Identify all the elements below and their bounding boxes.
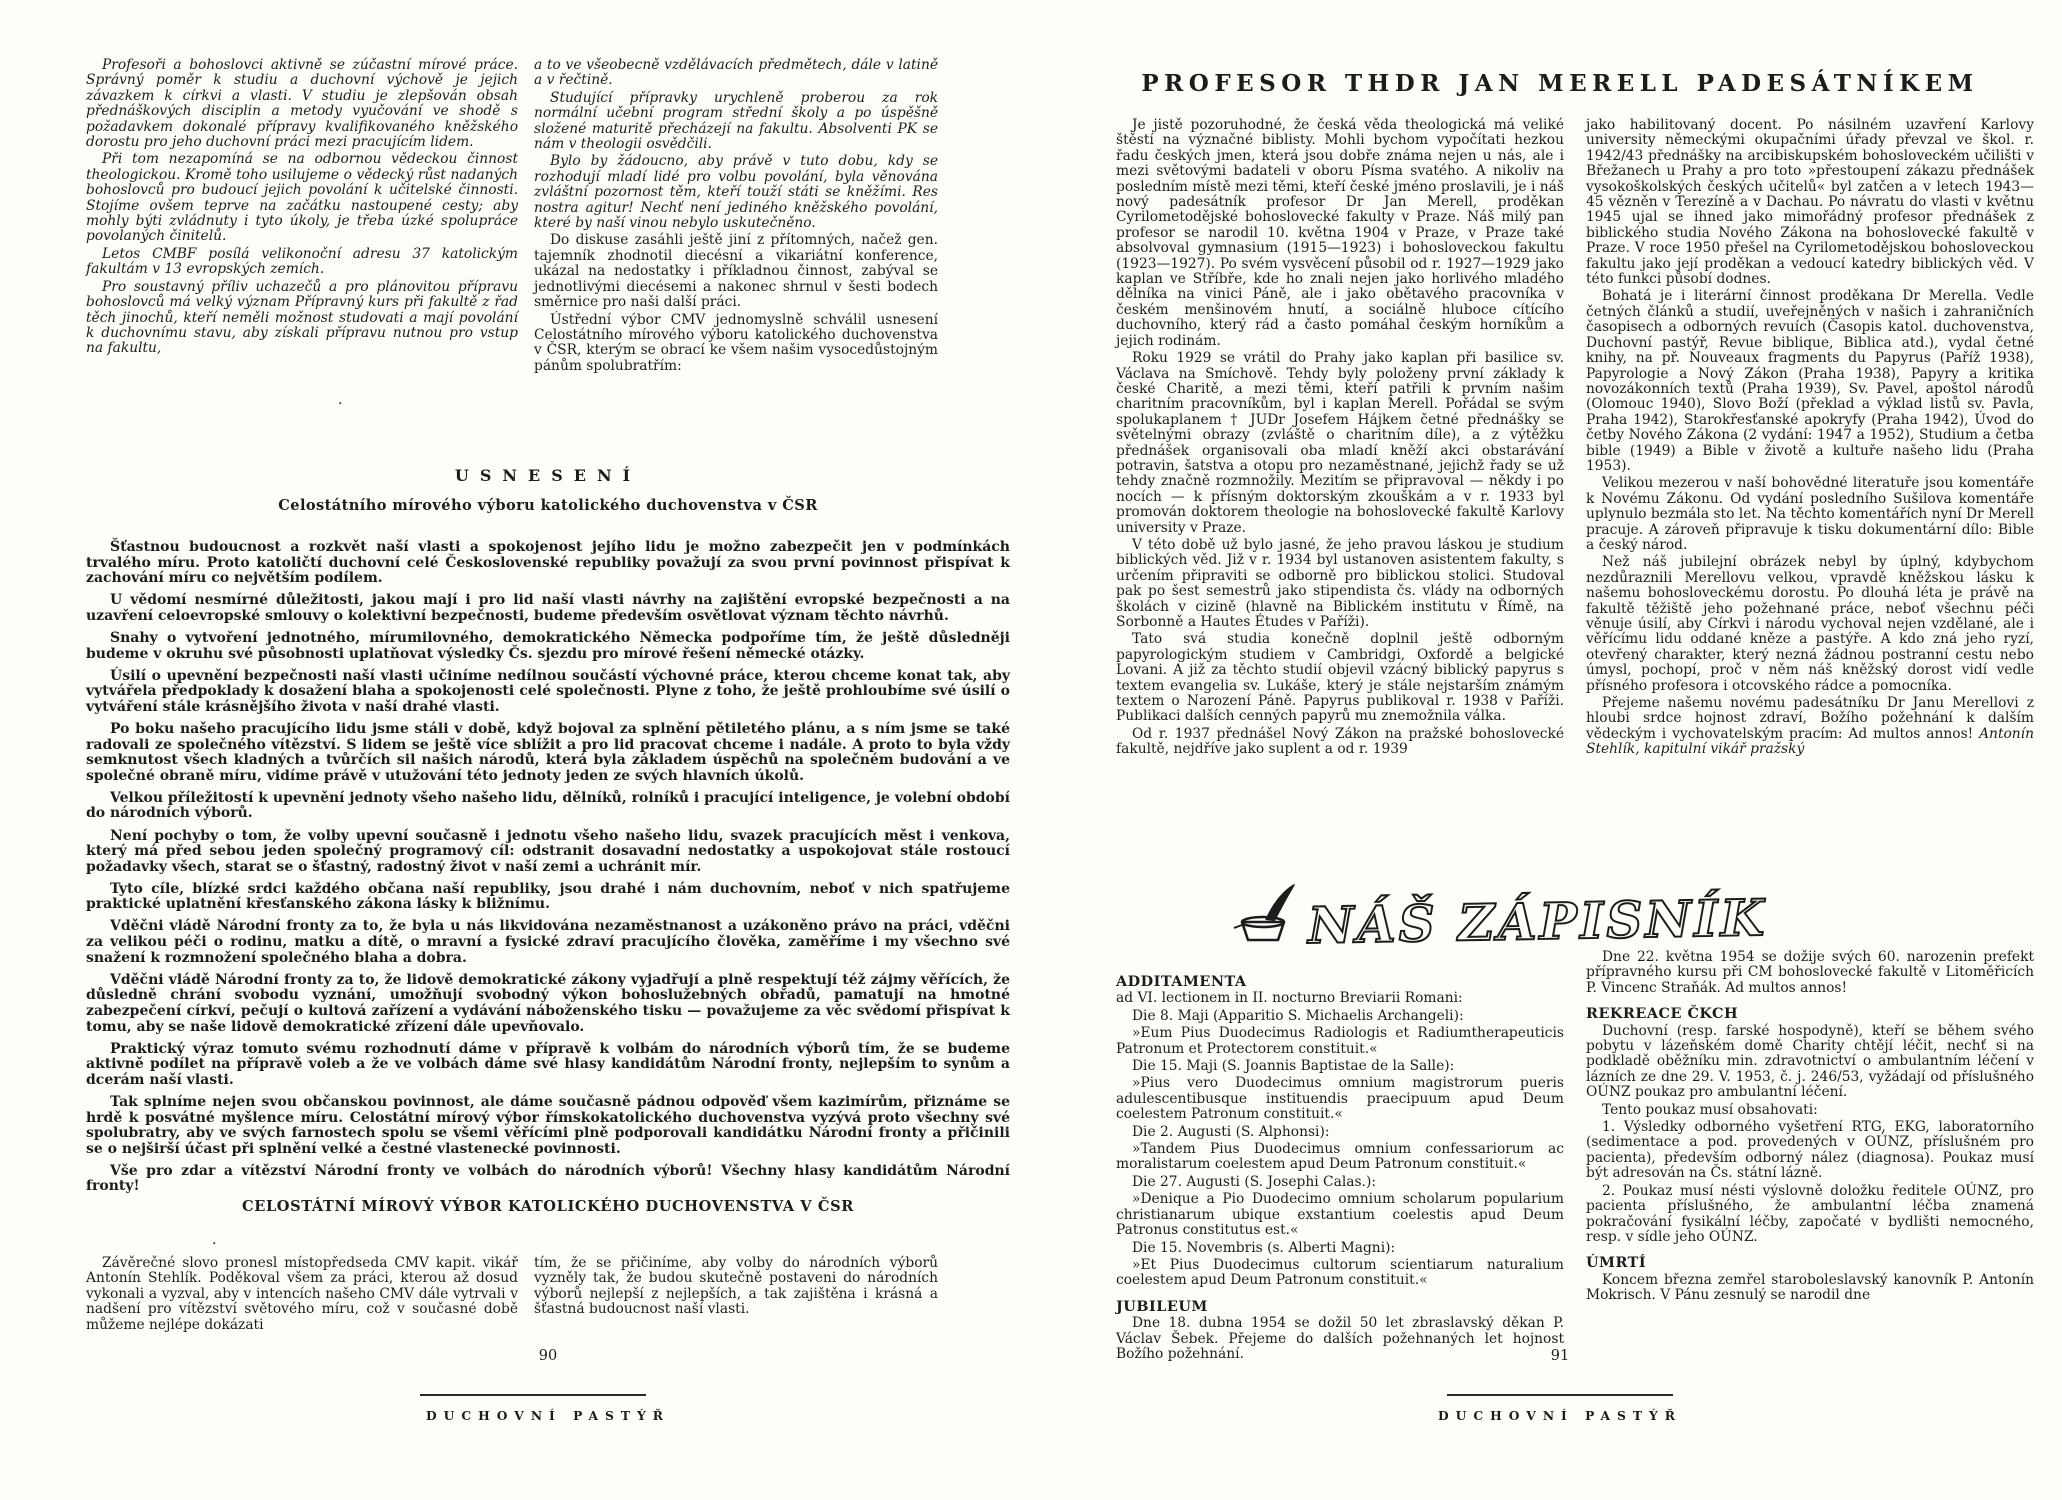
paragraph: Ústřední výbor CMV jednomyslně schválil usnesení Celostátního mírového výboru katolického duchovenstva v ČSR, kterým se obrací ke všem našim vysocedůstojným pánům spolubratřím: <box>534 311 938 374</box>
additamenta-line: Die 27. Augusti (S. Josephi Calas.): <box>1132 1173 1376 1190</box>
left-closing-column-1 <box>86 1256 518 1335</box>
paragraph: Vděčni vládě Národní fronty za to, že byla u nás likvidována nezaměstnanost a uzákoněno právo na práci, vděčni za velikou péči o rodinu, matku a dítě, o mravní a fysické zdraví pracujícího člověka, zaměříme i my všechno své snažení k rozmnožení společného blaha a dobra. <box>86 918 1010 966</box>
article-column-1 <box>1116 118 1564 760</box>
paragraph: a to ve všeobecně vzdělávacích předmětech, dále v latině a v řečtině. <box>534 57 938 89</box>
paragraph: Pro soustavný příliv uchazečů a pro plánovitou přípravu bohoslovců má velký význam Přípravný kurs při fakultě z řad těch jinochů, kteří neměli možnost studovati a mají povolání k duchovnímu stavu, aby získali přípravu nutnou pro vstup na fakultu, <box>86 278 518 357</box>
paragraph: Velikou mezerou v naší bohovědné literatuře jsou komentáře k Novému Zákonu. Od vydání posledního Sušilova komentáře uplynulo bezmála sto let. Na těchto komentářích nyní Dr Merell pracuje. A zároveň připravuje k tisku dokumentární dílo: Bible a český národ. <box>1586 475 2034 553</box>
paragraph: Po boku našeho pracujícího lidu jsme stáli v době, když bojoval za splnění pětiletého plánu, a s ním jsme se také radovali ze společného vítězství. S lidem se ještě více sblížit a pro lid pracovat chceme i nadále. A proto to byla vždy semknutost všech kladných a tvůrčích sil našich národů, která byla základem úspěchů na společném budování a ve společné obraně míru, vidíme právě v utužování této jednoty jeden ze svých hlavních úkolů. <box>86 720 1010 784</box>
paragraph: Studující přípravky urychleně proberou za rok normální učební program střední školy a po úspěšně složené maturitě přecházejí na fakultu. Absolventi PK se nám v theologii osvědčili. <box>534 89 938 153</box>
footer-rule-right <box>1447 1394 1673 1396</box>
additamenta-line: Die 2. Augusti (S. Alphonsi): <box>1132 1123 1330 1140</box>
page-number-left: 90 <box>538 1348 558 1364</box>
paragraph: Je jistě pozoruhodné, že česká věda theologická má veliké štěstí na význačné biblisty. Mohli bychom vypočítati hezkou řadu českých jmen, která jsou dobře známa nejen u nás, ale i mezi světovými badateli v oboru Písma svatého. A nikoliv na posledním místě mezi těmi, kteří české jméno proslavili, je i náš nový padesátník profesor Dr Jan Merell, proděkan Cyrilometodějské bohoslovecké fakulty v Praze. Náš milý pan profesor se narodil 10. května 1904 v Praze, v Praze také absolvoval gymnasium (1915—1923) i bohosloveckou fakultu (1923—1927). Po svém vysvěcení působil od r. 1927—1929 jako kaplan ve Stříbře, kde ho znali nejen jako horlivého mladého dělníka na vinici Páně, ale i jako obětavého pracovníka v českém menšinovém hnutí, a sociálně hluboce cítícího duchovního, který rád a často pomáhal českým horníkům a jejich rodinám. <box>1116 117 1564 349</box>
additamenta-line: »Et Pius Duodecimus cultorum scientiarum naturalium coelestem apud Deum Patronum constituit.« <box>1116 1256 1564 1289</box>
zapisnik-column-2 <box>1586 950 2034 1306</box>
paragraph: Úsilí o upevnění bezpečnosti naší vlasti učiníme nedílnou součástí výchovné práce, kterou chceme konat tak, aby vytvářela předpoklady k dosažení blaha a spokojenosti celé společnosti. Plyne z toho, že ještě prohloubíme své úsilí o vytváření stále krásnějšího života v naší drahé vlasti. <box>86 667 1010 715</box>
resolution-signature-heading: CELOSTÁTNÍ MÍROVÝ VÝBOR KATOLICKÉHO DUCHOVENSTVA V ČSR <box>242 1198 854 1215</box>
additamenta-line: ad VI. lectionem in II. nocturno Breviarii Romani: <box>1116 990 1463 1007</box>
paragraph: Od r. 1937 přednášel Nový Zákon na pražské bohoslovecké fakultě, nejdříve jako suplent a od r. 1939 <box>1116 725 1564 758</box>
rekreace-heading: REKREACE ČKCH <box>1586 1005 1739 1023</box>
jubileum-heading: JUBILEUM <box>1116 1297 1208 1315</box>
paragraph: Tento poukaz musí obsahovati: <box>1602 1101 1818 1118</box>
zapisnik-title: NÁŠ ZÁPISNÍK <box>1307 887 1768 956</box>
left-intro-column-2 <box>534 58 938 376</box>
paragraph: V této době už bylo jasné, že jeho pravou láskou je studium biblických věd. Již v r. 1934 byl ustanoven asistentem fakulty, s určením připraviti se odborně pro biblickou stolici. Studoval pak po šest semestrů jako stipendista čs. vlády na odborných školách v cizině (hlavně na Biblickém institutu v Římě, na Sorbonně a Hautes Études v Paříži). <box>1116 536 1564 630</box>
paragraph: Duchovní (resp. farské hospodyně), kteří se během svého pobytu v lázeňském domě Charity chtějí léčit, nechť si na podkladě oběžníku min. zdravotnictví o ambulantním léčení v lázních ze dne 29. V. 1953, č. j. 246/53, vyžádají od příslušného OÚNZ poukaz pro ambulantní léčení. <box>1586 1022 2034 1101</box>
paragraph: Tato svá studia konečně doplnil ještě odborným papyrologickým studiem v Cambridgi, Oxfordě a belgické Lovani. A již za těchto studií objevil vzácný biblický papyrus s textem evangelia sv. Lukáše, který je stále nejstarším známým textem o Narození Páně. Papyrus publikoval r. 1938 v Paříži. Publikaci dalších cenných papyrů mu znemožnila válka. <box>1116 631 1564 725</box>
paragraph: 1. Výsledky odborného vyšetření RTG, EKG, laboratorního (sedimentace a pod. provedených v OÚNZ, příslušném pro pacienta), především odborný nález (diagnosa). Poukaz musí být adresován na Čs. státní lázně. <box>1586 1119 2034 1182</box>
paragraph: Než náš jubilejní obrázek nebyl by úplný, kdybychom nezdůraznili Merellovu velkou, vpravdě kněžskou lásku k našemu bohosloveckému dorostu. Po dlouhá léta je právě na fakultě těžiště jeho požehnané práce, neboť všechnu péči věnuje úsilí, aby Církvi i národu vychoval nejen vzdělané, ale i věřícímu lidu oddané kněze a pastýře. A kdo zná jeho ryzí, otevřený charakter, který nezná žádnou postranní cestu nebo úmysl, pochopí, proč v něm náš kněžský dorost vidí vedle přísného profesora i otcovského rádce a pomocníka. <box>1586 554 2034 694</box>
additamenta-line: Die 15. Maji (S. Joannis Baptistae de la Salle): <box>1132 1058 1455 1075</box>
paragraph-text: Přejeme našemu novému padesátníku Dr Janu Merellovi z hloubi srdce hojnost zdraví, Božího požehnání k dalším vědeckým i vychovatelským pracím: Ad multos annos! <box>1586 695 2034 742</box>
resolution-subtitle: Celostátního mírového výboru katolického duchovenstva v ČSR <box>278 497 818 514</box>
paragraph: Snahy o vytvoření jednotného, mírumilovného, demokratického Německa podpoříme tím, že ještě důsledněji budeme v okruhu své působnosti uplatňovat výsledky Čs. sjezdu pro mírové řešení německé otázky. <box>86 629 1010 662</box>
paragraph: Dne 18. dubna 1954 se dožil 50 let zbraslavský děkan P. Václav Šebek. Přejeme do dalších požehnaných let hojnost Božího požehnání. <box>1116 1315 1564 1362</box>
left-closing-column-2 <box>534 1256 938 1320</box>
journal-footer-left: DUCHOVNÍ PASTÝŘ <box>425 1408 671 1423</box>
resolution-body <box>86 540 1010 1201</box>
paragraph: Tak splníme nejen svou občanskou povinnost, ale dáme současně pádnou odpověď všem kazimírům, přiznáme se hrdě k posvátné myšlence míru. Celostátní mírový výbor římskokatolického duchovenstva vyzývá proto všechny své spolubratry, aby ve svých farnostech spolu se všemi věřícími plně podporovali kandidátku Národní fronty a přičinili se o nejširší účast při splnění velké a čestné vlastenecké povinnosti. <box>86 1093 1010 1157</box>
paragraph: 2. Poukaz musí nésti výslovně doložku ředitele OÚNZ, pro pacienta příslušného, že ambulantní léčba znamená pokračování fysikální léčby, započaté v bydlišti nemocného, resp. v sídle jeho OÚNZ. <box>1586 1182 2034 1245</box>
article-signature: Antonín Stehlík, kapitulní vikář pražský <box>1586 725 2034 758</box>
paragraph: Šťastnou budoucnost a rozkvět naší vlasti a spokojenost jejího lidu je možno zabezpečit jen v podmínkách trvalého míru. Proto katoličtí duchovní celé Československé republiky považují za svou první povinnost přispívat k zachování míru co největším podílem. <box>86 539 1010 587</box>
article-title: PROFESOR THDR JAN MERELL PADESÁTNÍKEM <box>1141 70 1979 97</box>
additamenta-heading: ADDITAMENTA <box>1116 973 1247 990</box>
additamenta-line: Die 15. Novembris (s. Alberti Magni): <box>1132 1239 1396 1256</box>
zapisnik-banner <box>1228 882 1768 956</box>
inkwell-quill-icon <box>1228 882 1298 948</box>
zapisnik-column-1 <box>1116 974 1564 1364</box>
paragraph: Není pochyby o tom, že volby upevní současně i jednotu všeho našeho lidu, svazek pracujících měst i venkova, který má před sebou jeden společný programový cíl: odstranit dosavadní nedostatky a uspokojovat stále rostoucí požadavky všech, starat se o šťastný, radostný život v naší zemi a uchránit mír. <box>86 827 1010 875</box>
page-number-right: 91 <box>1550 1348 1570 1364</box>
paragraph: Tyto cíle, blízké srdci každého občana naší republiky, jsou drahé i nám duchovním, neboť v nich spatřujeme praktické uplatnění křesťanského zákona lásky k bližnímu. <box>86 880 1010 913</box>
paragraph: Vděčni vládě Národní fronty za to, že lidově demokratické zákony vyjadřují a plně respektují též zájmy věřících, že důsledně chrání svobodu vyznání, umožňují svobodný výkon bohoslužebných obřadů, pamatují na hmotné zabezpečení církví, pečují o kultová zařízení a vydávání náboženského tisku — považujeme za věc svědomí přispívat k tomu, aby se naše lidově demokratické zřízení dále upevňovalo. <box>86 971 1010 1035</box>
additamenta-line: »Denique a Pio Duodecimo omnium scholarum popularium christianarum ubique exstantium coelestis apud Deum Patronus constitutus est.« <box>1116 1191 1564 1239</box>
paragraph: Velkou příležitostí k upevnění jednoty všeho našeho lidu, dělníků, rolníků i pracující inteligence, je volební období do národních výborů. <box>86 789 1010 822</box>
paragraph: Při tom nezapomíná se na odbornou vědeckou činnost theologickou. Kromě toho usilujeme o vědecký růst nadaných bohoslovců pro budoucí jejich povolání k učitelské činnosti. Stojíme ovšem teprve na začátku nastoupené cesty; aby mohly býti zvládnuty i tyto úkoly, je třeba úzké spolupráce povolaných činitelů. <box>86 151 518 245</box>
paragraph: Koncem března zemřel staroboleslavský kanovník P. Antonín Mokrisch. V Pánu zesnulý se narodil dne <box>1586 1271 2034 1304</box>
paragraph: Vše pro zdar a vítězství Národní fronty ve volbách do národních výborů! Všechny hlasy kandidátům Národní fronty! <box>86 1162 1010 1195</box>
footer-rule-left <box>420 1394 646 1396</box>
paragraph: jako habilitovaný docent. Po násilném uzavření Karlovy university německými okupačními úřady převzal ve škol. r. 1942/43 přednášky na arcibiskupském bohosloveckém učilišti v Břežanech u Prahy a pro toto »přestoupení zákazu přednášek vysokoškolských českých učitelů« byl zatčen a v letech 1943—45 vězněn v Terezíně a v Dachau. Po návratu do vlasti v květnu 1945 ujal se ihned jako mimořádný profesor přednášek z biblického studia Nového Zákona na bohoslovecké fakultě v Praze. V roce 1950 přešel na Cyrilometodějskou bohosloveckou fakultu jako její proděkan a vedoucí katedry biblických věd. V této funkci působí dodnes. <box>1586 117 2034 288</box>
separator-dot: . <box>212 1232 217 1248</box>
paragraph: Bohatá je i literární činnost proděkana Dr Merella. Vedle četných článků a studií, uveřejněných v našich i zahraničních časopisech a odborných revuích (Časopis katol. duchovenstva, Duchovní pastýř, Revue biblique, Biblica atd.), vydal četné knihy, na př. Nouveaux fragments du Papyrus (Paříž 1938), Papyrologie a Nový Zákon (Praha 1938), Papyry a kritika novozákonních textů (Praha 1939), Sv. Pavel, apoštol národů (Olomouc 1940), Slovo Boží (překlad a výklad listů sv. Pavla, Praha 1942), Starokřesťanské apokryfy (Praha 1942), Úvod do četby Nového Zákona (2 vydání: 1947 a 1952), Studium a četba bible (1949) a Bible v životě a kultuře našeho lidu (Praha 1953). <box>1586 288 2034 474</box>
additamenta-line: Die 8. Maji (Apparitio S. Michaelis Archangeli): <box>1132 1007 1464 1024</box>
separator-dot: . <box>338 392 343 408</box>
article-column-2 <box>1586 118 2034 760</box>
paragraph: Bylo by žádoucno, aby právě v tuto dobu, kdy se rozhodují mladí lidé pro volbu povolání, byla věnována zvláštní pozornost těm, kteří touží státi se kněžími. Res nostra agitur! Nechť není jediného kněžského povolání, které by naší vinou nebylo uskutečněno. <box>534 153 938 232</box>
article-last-paragraph <box>1586 696 2034 758</box>
paragraph: Závěrečné slovo pronesl místopředseda CMV kapit. vikář Antonín Stehlík. Poděkoval všem za práci, kterou až dosud vykonali a vyzval, aby v intencích našeho CMV dále vytrvali v nadšení pro vítězství světového míru, což v současné době můžeme nejlépe dokázati <box>86 1255 518 1333</box>
paragraph: tím, že se přičiníme, aby volby do národních výborů vyzněly tak, že budou skutečně postaveni do národních výborů nejlepší z nejlepších, a tak zajištěna i krásná a šťastná budoucnost naší vlasti. <box>534 1255 938 1318</box>
left-intro-column-1 <box>86 58 518 359</box>
paragraph: Roku 1929 se vrátil do Prahy jako kaplan při basilice sv. Václava na Smíchově. Tehdy byly položeny první základy k české Charitě, a mezi těmi, kteří patřili k prvním našim charitním pracovníkům, byl i kaplan Merell. Pořádal se svým spolukaplanem † JUDr Josefem Hájkem četné přednášky se světelnými obrazy (zvláště o charitním díle), a z výtěžku přednášek organisovali oba mladí kněží akci obstarávání potravin, šatstva a otopu pro nezaměstnané, jejichž řady se už tehdy značně rozmnožily. Mezitím se připravoval — někdy i po nocích — k přísným doktorským zkouškám a v r. 1933 byl promován doktorem theologie na bohoslovecké fakultě Karlovy university v Praze. <box>1116 350 1564 536</box>
journal-footer-right: DUCHOVNÍ PASTÝŘ <box>1437 1408 1683 1423</box>
additamenta-line: »Eum Pius Duodecimus Radiologis et Radiumtherapeuticis Patronum et Protectorem constituit.« <box>1116 1025 1564 1057</box>
umrti-heading: ÚMRTÍ <box>1586 1254 1647 1272</box>
paragraph: Dne 22. května 1954 se dožije svých 60. narozenin prefekt přípravného kursu při CM bohoslovecké fakultě v Litoměřicích P. Vincenc Straňák. Ad multos annos! <box>1586 949 2034 996</box>
paragraph: Letos CMBF posílá velikonoční adresu 37 katolickým fakultám v 13 evropských zemích. <box>86 245 518 278</box>
paragraph: Do diskuse zasáhli ještě jiní z přítomných, načež gen. tajemník zhodnotil diecésní a vikariátní konference, ukázal na nedostatky i příkladnou činnost, zabýval se jednotlivými diecésemi a nakonec shrnul v šesti bodech směrnice pro naši další práci. <box>534 232 938 311</box>
additamenta-line: »Tandem Pius Duodecimus omnium confessariorum ac moralistarum coelestem apud Deum Patronum constituit.« <box>1116 1141 1564 1173</box>
additamenta-line: »Pius vero Duodecimus omnium magistrorum pueris adulescentibusque instituendis praecipuum apud Deum coelestem Patronum constituit.« <box>1116 1075 1564 1123</box>
paragraph: Praktický výraz tomuto svému rozhodnutí dáme v přípravě k volbám do národních výborů tím, že se budeme aktivně podílet na přípravě voleb a že ve volbách dáme své hlasy kandidátům Národní fronty, nejlepším to synům a dcerám naší vlasti. <box>86 1040 1010 1088</box>
resolution-title: USNESENÍ <box>454 466 642 485</box>
paragraph: Profesoři a bohoslovci aktivně se zúčastní mírové práce. Správný poměr k studiu a duchovní výchově je jejich závazkem k církvi a vlasti. V studiu je zlepšován obsah přednáškových disciplin a metody vyučování ve shodě s požadavkem dokonalé přípravy kvalifikovaného kněžského dorostu pro jeho duchovní práci mezi pracujícím lidem. <box>86 57 518 151</box>
paragraph: U vědomí nesmírné důležitosti, jakou mají i pro lid naší vlasti návrhy na zajištění evropské bezpečnosti a na uzavření celoevropské smlouvy o kolektivní bezpečnosti, budeme především osvětlovat význam těchto návrhů. <box>86 592 1010 624</box>
